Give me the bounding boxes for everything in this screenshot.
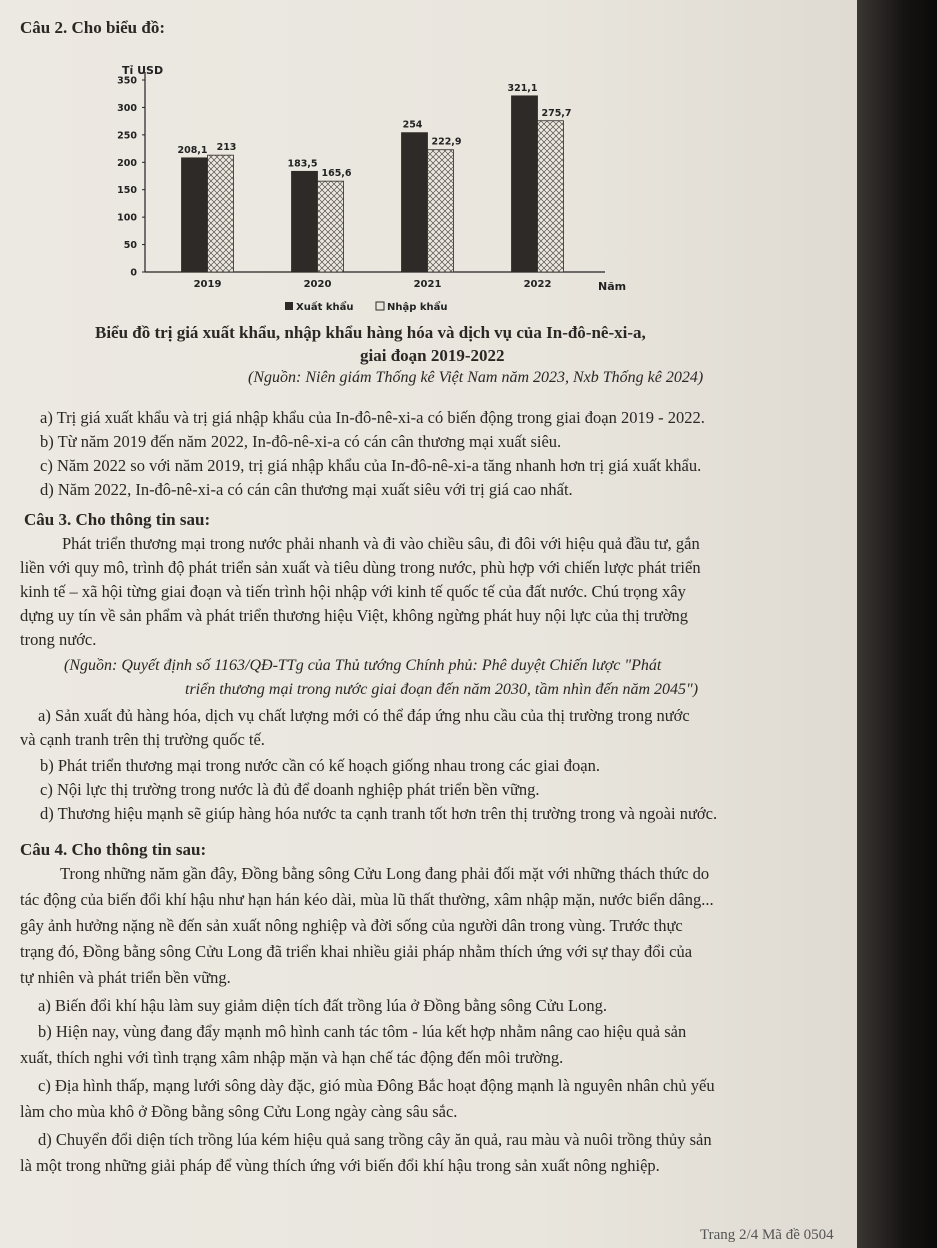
y-tick-label: 100: [117, 212, 137, 224]
value-label-import-2022: 275,7: [541, 107, 572, 119]
q4-option-d-cont: là một trong những giải pháp để vùng thích ứng với biến đổi khí hậu trong sản xuất nông nghiệp.: [20, 1156, 660, 1175]
q2-source: (Nguồn: Niên giám Thống kê Việt Nam năm 2023, Nxb Thống kê 2024): [248, 369, 704, 386]
q4-option-b-cont: xuất, thích nghi với tình trạng xâm nhập mặn và hạn chế tác động đến môi trường.: [20, 1048, 564, 1067]
y-tick-label: 250: [117, 130, 137, 142]
value-label-export-2019: 208,1: [177, 144, 208, 156]
x-tick-label-2019: 2019: [193, 279, 222, 290]
x-tick-label-2022: 2022: [523, 279, 552, 290]
q3-para-line-5: trong nước.: [20, 630, 97, 649]
q3-option-d: d) Thương hiệu mạnh sẽ giúp hàng hóa nước ta cạnh tranh tốt hơn trên thị trường trong và ngoài nước.: [40, 804, 718, 823]
y-tick-label: 350: [117, 75, 137, 87]
q4-option-a: a) Biến đổi khí hậu làm suy giảm diện tích đất trồng lúa ở Đồng bằng sông Cửu Long.: [38, 996, 607, 1015]
q3-option-a: a) Sản xuất đủ hàng hóa, dịch vụ chất lượng mới có thể đáp ứng nhu cầu của thị trường trong nước: [38, 706, 690, 725]
q4-para-line-4: trạng đó, Đồng bằng sông Cửu Long đã triển khai nhiều giải pháp nhằm thích ứng với sự thay đổi của: [20, 942, 693, 961]
legend-import-label: Nhập khẩu: [387, 302, 448, 313]
dark-background-edge: [857, 0, 937, 1248]
q3-option-a-cont: và cạnh tranh trên thị trường quốc tế.: [20, 730, 265, 749]
bar-import-2022: [538, 121, 564, 272]
q4-option-c-cont: làm cho mùa khô ở Đồng bằng sông Cửu Long ngày càng sâu sắc.: [20, 1102, 458, 1121]
chart-bars: [177, 83, 571, 272]
value-label-import-2019: 213: [216, 142, 237, 154]
y-axis-label: Tỉ USD: [122, 64, 164, 77]
chart-legend: [285, 300, 448, 313]
x-tick-label-2021: 2021: [413, 279, 442, 290]
bar-export-2022: [512, 96, 538, 272]
bar-import-2019: [208, 155, 234, 272]
q3-para-line-3: kinh tế – xã hội từng giai đoạn và tiến trình hội nhập với kinh tế quốc tế của đất nước. Chú trọng xây: [20, 582, 686, 601]
q2-label: Câu 2. Cho biểu đồ:: [20, 18, 166, 37]
q2-option-b: b) Từ năm 2019 đến năm 2022, In-đô-nê-xi-a có cán cân thương mại xuất siêu.: [40, 432, 562, 451]
q2-option-a: a) Trị giá xuất khẩu và trị giá nhập khẩu của In-đô-nê-xi-a có biến động trong giai đoạn 2019 - 2022.: [40, 408, 705, 427]
q4-para-line-3: gây ảnh hưởng nặng nề đến sản xuất nông nghiệp và đời sống của người dân trong vùng. Trước thực: [20, 916, 683, 935]
y-tick-label: 200: [117, 157, 137, 169]
q3-source-line-2: triển thương mại trong nước giai đoạn đến năm 2030, tầm nhìn đến năm 2045"): [185, 681, 699, 698]
bar-export-2020: [292, 171, 318, 272]
y-tick-label: 150: [117, 185, 137, 197]
q4-option-b: b) Hiện nay, vùng đang đẩy mạnh mô hình canh tác tôm - lúa kết hợp nhằm nâng cao hiệu quả sản: [38, 1022, 687, 1041]
bar-export-2021: [402, 133, 428, 272]
bar-export-2019: [182, 158, 208, 272]
q3-para-line-1: Phát triển thương mại trong nước phải nhanh và đi vào chiều sâu, đi đôi với hiệu quả đầu tư, gắn: [62, 534, 700, 553]
q3-label: Câu 3. Cho thông tin sau:: [24, 510, 211, 529]
chart-title-line-1: Biểu đồ trị giá xuất khẩu, nhập khẩu hàng hóa và dịch vụ của In-đô-nê-xi-a,: [95, 323, 646, 342]
q2-option-d: d) Năm 2022, In-đô-nê-xi-a có cán cân thương mại xuất siêu với trị giá cao nhất.: [40, 480, 573, 499]
y-tick-label: 0: [130, 267, 137, 279]
value-label-export-2021: 254: [402, 119, 423, 131]
y-tick-label: 50: [123, 240, 137, 252]
q4-option-c: c) Địa hình thấp, mạng lưới sông dày đặc, gió mùa Đông Bắc hoạt động mạnh là nguyên nhân chủ yếu: [38, 1076, 715, 1095]
q4-para-line-2: tác động của biến đổi khí hậu như hạn hán kéo dài, mùa lũ thất thường, xâm nhập mặn, nước biển dâng...: [20, 890, 714, 909]
q3-option-c: c) Nội lực thị trường trong nước là đủ để doanh nghiệp phát triển bền vững.: [40, 780, 540, 799]
bar-import-2020: [318, 181, 344, 272]
q4-para-line-1: Trong những năm gần đây, Đồng bằng sông Cửu Long đang phải đối mặt với những thách thức do: [60, 864, 710, 883]
export-import-bar-chart: [100, 55, 660, 325]
q4-label: Câu 4. Cho thông tin sau:: [20, 840, 207, 859]
q3-option-b: b) Phát triển thương mại trong nước cần có kế hoạch giống nhau trong các giai đoạn.: [40, 756, 600, 775]
value-label-export-2022: 321,1: [507, 82, 538, 94]
y-tick-label: 300: [117, 102, 137, 114]
q4-para-line-5: tự nhiên và phát triển bền vững.: [20, 968, 231, 987]
q4-option-d: d) Chuyển đổi diện tích trồng lúa kém hiệu quả sang trồng cây ăn quả, rau màu và nuôi trồng thủy sản: [38, 1130, 712, 1149]
bar-import-2021: [428, 150, 454, 272]
value-label-import-2021: 222,9: [431, 136, 462, 148]
legend-export-label: Xuất khẩu: [296, 302, 354, 313]
x-tick-label-2020: 2020: [303, 279, 332, 290]
page-footer: Trang 2/4 Mã đề 0504: [700, 1227, 834, 1243]
value-label-import-2020: 165,6: [321, 168, 352, 180]
q3-para-line-4: dựng uy tín về sản phẩm và phát triển thương hiệu Việt, không ngừng phát huy nội lực của thị trường: [20, 606, 689, 625]
legend-swatch-export: [285, 302, 293, 310]
x-axis-label: Năm: [598, 280, 627, 293]
legend-swatch-import: [376, 302, 384, 310]
chart-title-line-2: giai đoạn 2019-2022: [360, 346, 505, 365]
q3-para-line-2: liền với quy mô, trình độ phát triển sản xuất và tiêu dùng trong nước, phù hợp với chiến lược phát triển: [20, 558, 701, 577]
q3-source-line-1: (Nguồn: Quyết định số 1163/QĐ-TTg của Thủ tướng Chính phủ: Phê duyệt Chiến lược "Phát: [64, 657, 662, 674]
value-label-export-2020: 183,5: [287, 158, 318, 170]
q2-option-c: c) Năm 2022 so với năm 2019, trị giá nhập khẩu của In-đô-nê-xi-a tăng nhanh hơn trị giá xuất khẩu.: [40, 456, 702, 475]
